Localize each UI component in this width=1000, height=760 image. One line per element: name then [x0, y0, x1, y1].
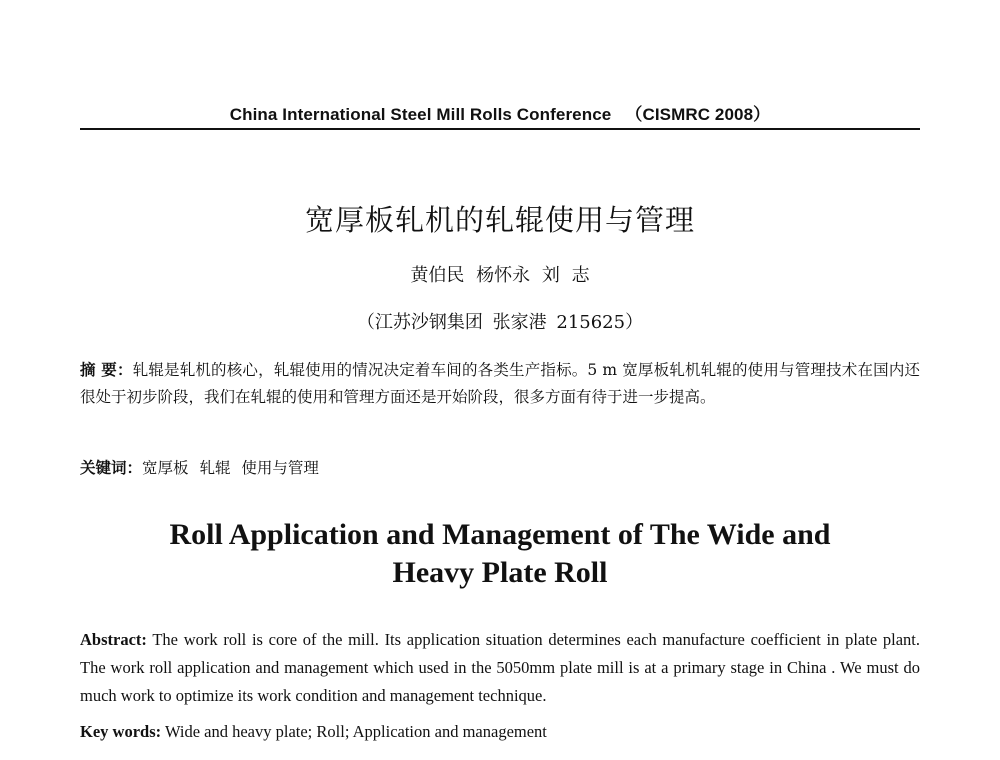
header-rule: [80, 128, 920, 130]
conference-abbr: （CISMRC 2008）: [625, 105, 771, 124]
chinese-abstract-label: 摘 要：: [80, 361, 133, 379]
english-keywords-text: Wide and heavy plate; Roll; Application and management: [164, 722, 547, 741]
english-abstract-label: Abstract:: [80, 630, 147, 649]
chinese-keywords: [80, 456, 920, 478]
chinese-title: 宽厚板轧机的轧辊使用与管理: [304, 203, 695, 237]
chinese-authors: 黄伯民 杨怀永 刘 志: [410, 265, 590, 286]
chinese-keywords-text: 宽厚板 轧辊 使用与管理: [142, 459, 319, 477]
conference-name: China International Steel Mill Rolls Conference: [229, 105, 612, 124]
english-abstract-text: The work roll is core of the mill. Its application situation determines each manufacture coefficient in plate plant. The work roll application and management which used in the 5050mm plate mill is at a primary stage in China . We must do much work to optimize its work condition and management technique.: [80, 630, 920, 705]
chinese-keywords-label: 关键词：: [80, 459, 143, 477]
english-abstract: [80, 626, 920, 710]
english-title: [0, 516, 1000, 592]
english-keywords-label: Key words:: [80, 722, 162, 741]
english-title-line-2: Heavy Plate Roll: [392, 556, 608, 589]
chinese-affiliation: （江苏沙钢集团 张家港 215625）: [356, 312, 644, 333]
chinese-abstract-text: 轧辊是轧机的核心，轧辊使用的情况决定着车间的各类生产指标。5 m 宽厚板轧机轧辊的使用与管理技术在国内还很处于初步阶段，我们在轧辊的使用和管理方面还是开始阶段，很多方面有待于进一步提高。: [80, 361, 920, 406]
chinese-abstract: [80, 357, 920, 411]
english-keywords: [80, 722, 920, 742]
english-title-line-1: Roll Application and Management of The Wide and: [169, 518, 831, 551]
running-header: [0, 100, 1000, 125]
